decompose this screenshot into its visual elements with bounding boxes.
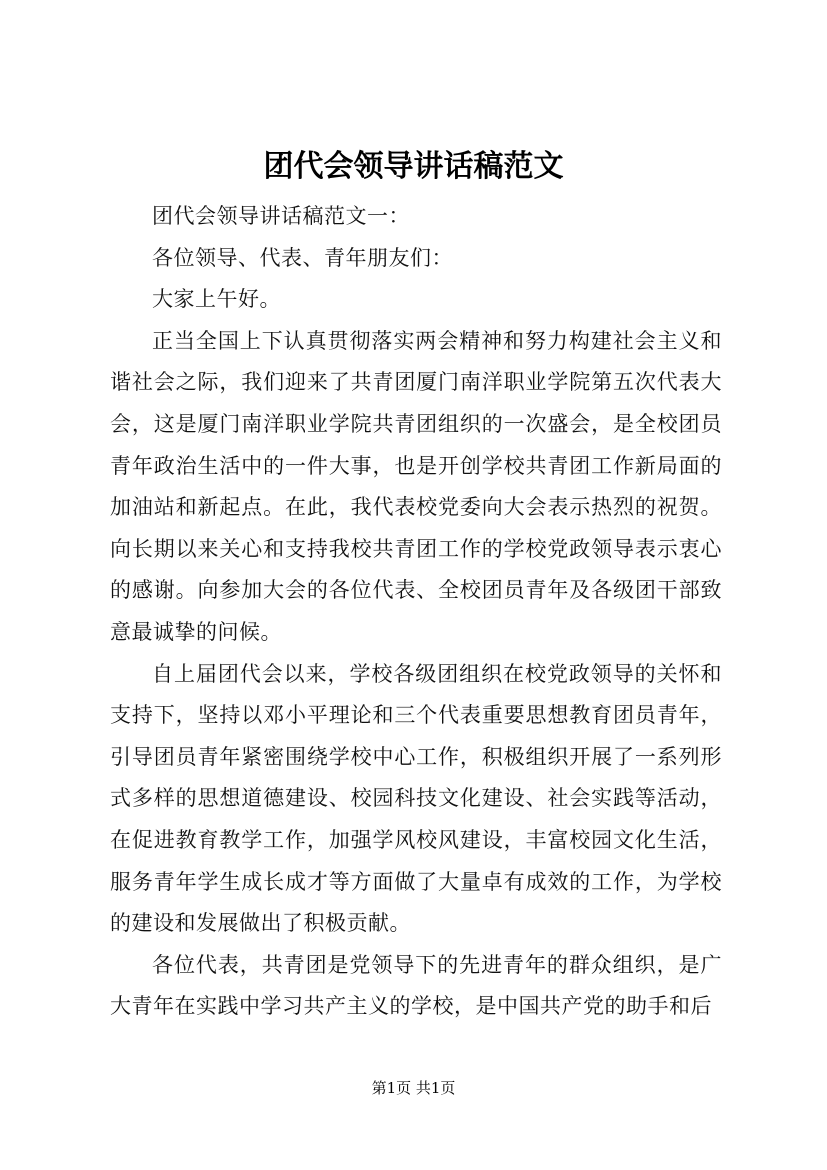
paragraph-greeting: 大家上午好。 [152,287,281,312]
document-title: 团代会领导讲话稿范文 [263,149,564,184]
paragraph-congratulations: 正当全国上下认真贯彻落实两会精神和努力构建社会主义和谐社会之际，我们迎来了共青团厦门南洋职业学院第五次代表大会，这是厦门南洋职业学院共青团组织的一次盛会，是全校团员青年政治生活中的一件大事，也是开创学校共青团工作新局面的加油站和新起点。在此，我代表校党委向大会表示热烈的祝贺。向长期以来关心和支持我校共青团工作的学校党政领导表示衷心的感谢。向参加大会的各位代表、全校团员青年及各级团干部致意最诚挚的问候。 [110,328,722,644]
paragraph-salutation: 各位领导、代表、青年朋友们： [152,245,453,270]
paragraph-achievements: 自上届团代会以来，学校各级团组织在校党政领导的关怀和支持下，坚持以邓小平理论和三个代表重要思想教育团员青年，引导团员青年紧密围绕学校中心工作，积极组织开展了一系列形式多样的思想道德建设、校园科技文化建设、社会实践等活动，在促进教育教学工作，加强学风校风建设，丰富校园文化生活，服务青年学生成长成才等方面做了大量卓有成效的工作，为学校的建设和发展做出了积极贡献。 [110,661,722,936]
paragraph-league-role: 各位代表，共青团是党领导下的先进青年的群众组织，是广大青年在实践中学习共产主义的学校，是中国共产党的助手和后 [110,952,722,1019]
page-number-footer: 第1页 共1页 [371,1079,456,1097]
paragraph-heading: 团代会领导讲话稿范文一： [152,204,410,228]
document-body [110,196,722,1028]
